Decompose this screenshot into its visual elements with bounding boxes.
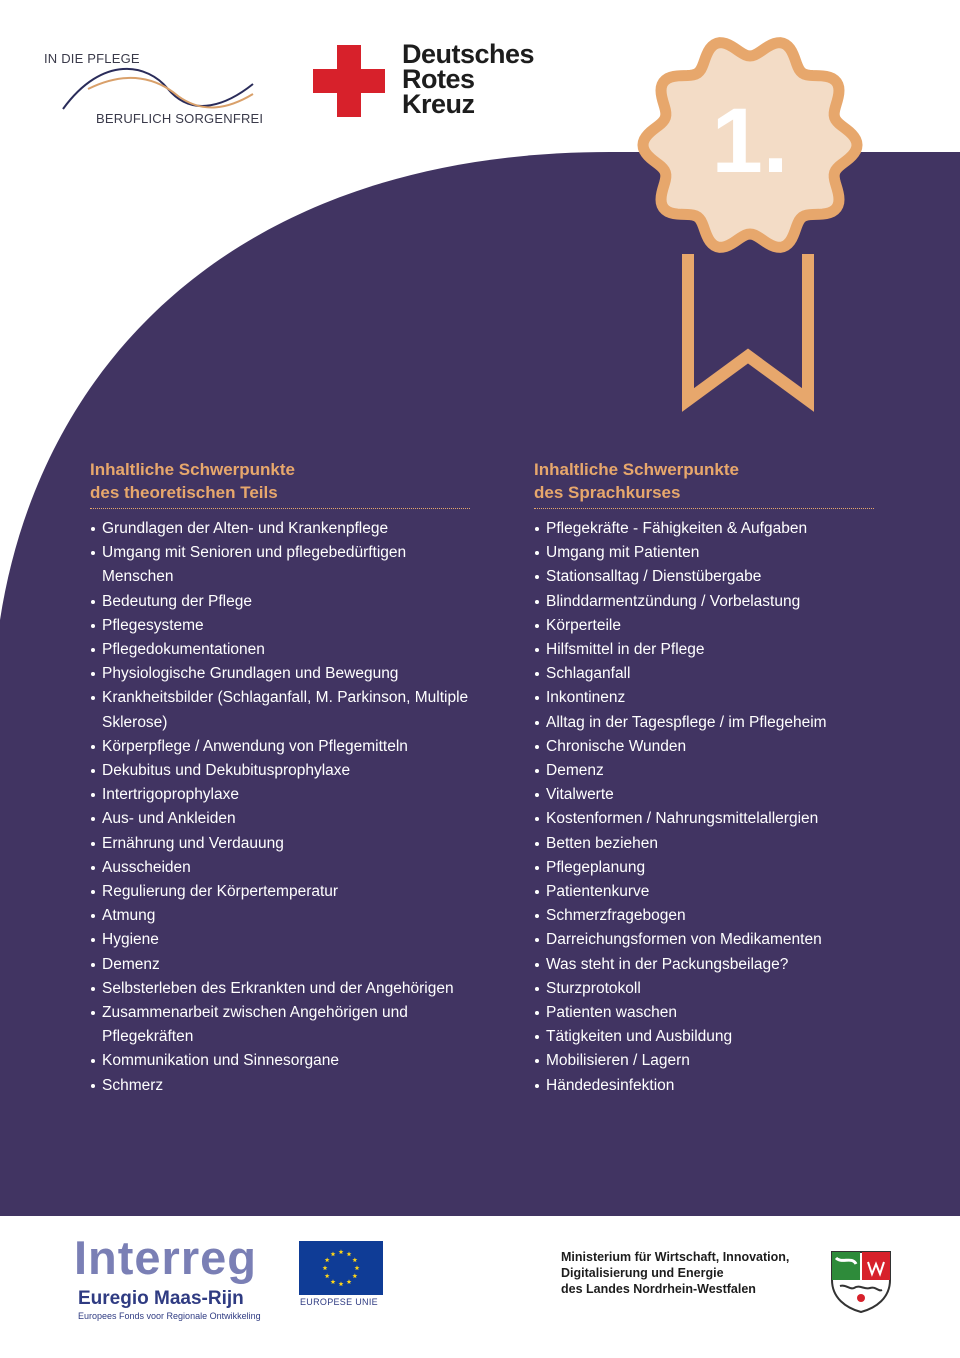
list-item: Patientenkurve [534, 880, 874, 904]
list-item: Zusammenarbeit zwischen Angehörigen und Pflegekräften [90, 1001, 470, 1049]
drk-line3: Kreuz [402, 89, 475, 119]
theory-heading-line1: Inhaltliche Schwerpunkte [90, 460, 295, 479]
list-item: Körperpflege / Anwendung von Pflegemitteln [90, 735, 470, 759]
list-item: Schmerzfragebogen [534, 904, 874, 928]
language-course-heading [534, 458, 874, 509]
ministry-line2: Digitalisierung und Energie [561, 1266, 724, 1280]
list-item: Mobilisieren / Lagern [534, 1049, 874, 1073]
ministry-line1: Ministerium für Wirtschaft, Innovation, [561, 1250, 790, 1264]
theory-section [90, 458, 470, 1098]
list-item: Patienten waschen [534, 1001, 874, 1025]
swoosh-icon [58, 64, 258, 114]
language-heading-line1: Inhaltliche Schwerpunkte [534, 460, 739, 479]
list-item: Atmung [90, 904, 470, 928]
theory-heading [90, 458, 470, 509]
list-item: Bedeutung der Pflege [90, 590, 470, 614]
ministry-line3: des Landes Nordrhein-Westfalen [561, 1282, 756, 1296]
list-item: Pflegedokumentationen [90, 638, 470, 662]
red-cross-icon [313, 45, 385, 117]
drk-line2: Rotes [402, 64, 475, 94]
interreg-logo-fund: Europees Fonds voor Regionale Ontwikkeling [78, 1311, 261, 1321]
list-item: Intertrigoprophylaxe [90, 783, 470, 807]
interreg-logo-name: Interreg [74, 1231, 257, 1284]
list-item: Stationsalltag / Dienstübergabe [534, 565, 874, 589]
list-item: Umgang mit Patienten [534, 541, 874, 565]
nrw-crest-icon [830, 1250, 892, 1314]
eu-flag-icon [299, 1241, 383, 1295]
list-item: Demenz [534, 759, 874, 783]
list-item: Schmerz [90, 1074, 470, 1098]
theory-heading-line2: des theoretischen Teils [90, 483, 278, 502]
ministry-text [561, 1249, 789, 1297]
list-item: Betten beziehen [534, 832, 874, 856]
drk-line1: Deutsches [402, 39, 535, 69]
list-item: Sturzprotokoll [534, 977, 874, 1001]
list-item: Aus- und Ankleiden [90, 807, 470, 831]
list-item: Ernährung und Verdauung [90, 832, 470, 856]
list-item: Darreichungsformen von Medikamenten [534, 928, 874, 952]
drk-logo-text [402, 39, 535, 119]
list-item: Selbsterleben des Erkrankten und der Angehörigen [90, 977, 470, 1001]
pflege-logo-bottom-text: BERUFLICH SORGENFREI [96, 111, 264, 126]
list-item: Vitalwerte [534, 783, 874, 807]
language-topic-list [534, 517, 874, 1098]
list-item: Dekubitus und Dekubitusprophylaxe [90, 759, 470, 783]
list-item: Umgang mit Senioren und pflegebedürftigen Menschen [90, 541, 470, 589]
list-item: Händedesinfektion [534, 1074, 874, 1098]
language-heading-line2: des Sprachkurses [534, 483, 681, 502]
list-item: Krankheitsbilder (Schlaganfall, M. Parkinson, Multiple Sklerose) [90, 686, 470, 734]
list-item: Pflegekräfte - Fähigkeiten & Aufgaben [534, 517, 874, 541]
list-item: Blinddarmentzündung / Vorbelastung [534, 590, 874, 614]
medal-number: 1. [711, 90, 789, 192]
list-item: Physiologische Grundlagen und Bewegung [90, 662, 470, 686]
list-item: Inkontinenz [534, 686, 874, 710]
list-item: Tätigkeiten und Ausbildung [534, 1025, 874, 1049]
list-item: Kommunikation und Sinnesorgane [90, 1049, 470, 1073]
language-course-section [534, 458, 874, 1098]
list-item: Was steht in der Packungsbeilage? [534, 953, 874, 977]
list-item: Demenz [90, 953, 470, 977]
eu-label: EUROPESE UNIE [300, 1297, 378, 1307]
theory-topic-list [90, 517, 470, 1098]
list-item: Pflegeplanung [534, 856, 874, 880]
list-item: Regulierung der Körpertemperatur [90, 880, 470, 904]
list-item: Körperteile [534, 614, 874, 638]
list-item: Hilfsmittel in der Pflege [534, 638, 874, 662]
list-item: Ausscheiden [90, 856, 470, 880]
interreg-logo-region: Euregio Maas-Rijn [78, 1288, 244, 1309]
list-item: Pflegesysteme [90, 614, 470, 638]
in-die-pflege-logo [38, 48, 278, 133]
medal-icon [630, 30, 870, 420]
list-item: Grundlagen der Alten- und Krankenpflege [90, 517, 470, 541]
pflege-logo-top-text: IN DIE PFLEGE [44, 51, 140, 66]
list-item: Hygiene [90, 928, 470, 952]
list-item: Schlaganfall [534, 662, 874, 686]
list-item: Kostenformen / Nahrungsmittelallergien [534, 807, 874, 831]
list-item: Alltag in der Tagespflege / im Pflegeheim [534, 711, 874, 735]
list-item: Chronische Wunden [534, 735, 874, 759]
